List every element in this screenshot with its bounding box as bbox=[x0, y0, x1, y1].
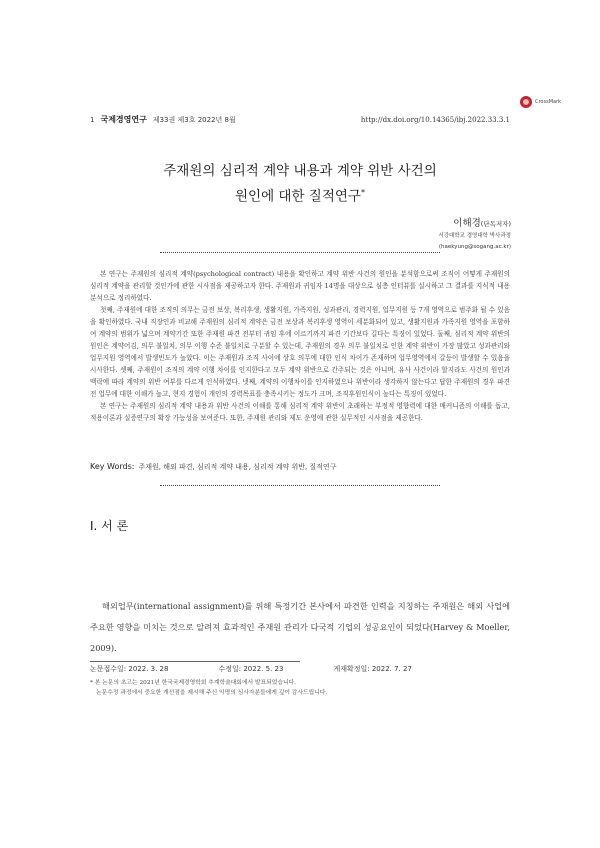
paper-title bbox=[90, 160, 510, 208]
author-block bbox=[438, 211, 511, 252]
crossmark-icon bbox=[520, 96, 532, 108]
abstract-paragraph-1: 본 연구는 주재원의 심리적 계약(psychological contract) 내용을 확인하고 계약 위반 사건의 원인을 분석함으로써 조직이 어떻게 주재원의 심리적 계약을 관리할 것인가에 관한 시사점을 제공하고자 한다. 주재원과 귀임자 14명을 대상으로 심층 인터뷰를 실시하고 그 결과를 지식적 내용분석으로 정리하였다. bbox=[90, 270, 510, 302]
title-line-1: 주재원의 심리적 계약 내용과 계약 위반 사건의 bbox=[163, 163, 437, 179]
author-email[interactable]: (haekyung@sogang.ac.kr) bbox=[438, 244, 511, 250]
abstract-bottom-divider bbox=[160, 485, 440, 486]
submission-dates bbox=[90, 664, 510, 674]
abstract-paragraph-2: 첫째, 주재원에 대한 조직의 의무는 금전 보상, 복리후생, 생활지원, 가족지원, 성과관리, 경력지원, 업무지원 등 7개 영역으로 범주화 될 수 있음을 확인하였다. 국내 직장인과 비교해 주재원의 심리적 계약은 금전 보상과 복리후생 영역이 세분화되어 있고, 생활지원과 가족지원 영역을 포함하여 계약의 범위가 넓으며 계약기간 또한 주재원 파견 전부터 귀임 후에 이르기까지 파견 기간보다 길다는 특징이 있었다. 둘째, 심리적 계약 위반의 원인은 계약어김, 의무 불일치, 의무 이행 수준 불일치로 구분할 수 있는데, 주재원의 경우 의무 불일치로 인한 계약 위반이 가장 많았고 성과관리와 업무지원 영역에서 발생빈도가 높았다. 이는 주재원과 조직 사이에 상호 의무에 대한 인식 차이가 존재하며 업무영역에서 갈등이 발생할 수 있음을 시사한다. 셋째, 주재원이 조직의 계약 이행 차이를 인지한다고 모두 계약 위반으로 간주되는 것은 아니며, 유사 사건이라 할지라도 사건의 원인과 맥락에 따라 계약의 위반 여부를 다르게 인식하였다. 넷째, 계약의 이행차이를 인지하였으나 위반이라 생각하지 않는다고 답한 주재원의 경우 파견 전 업무에 대한 이해가 높고, 현지 경험이 개인의 경력목표를 충족시키는 정도가 크며, 조직후원인식이 높다는 특징이 있었다. bbox=[90, 306, 511, 398]
abstract bbox=[90, 268, 510, 424]
doi-link[interactable]: http://dx.doi.org/10.14365/ibj.2022.33.3.1 bbox=[360, 115, 510, 124]
keywords-label: Key Words: bbox=[90, 462, 135, 471]
page-number: 1 bbox=[90, 115, 95, 124]
footnotes bbox=[90, 678, 510, 698]
intro-paragraph: 해외업무(international assignment)를 위해 특정기간 본사에서 파견한 인력을 지칭하는 주재원은 해외 사업에 주요한 영향을 미치는 것으로 알려져 효과적인 주재원 관리가 다국적 기업의 성공요인이 되었다(Harvey & Moeller, 2009). bbox=[90, 601, 510, 653]
accepted-date: 게재확정일: 2022. 7. 27 bbox=[333, 665, 412, 673]
journal-issue: 제33권 제3호 2022년 8월 bbox=[152, 115, 236, 124]
received-date: 논문접수일: 2022. 3. 28 bbox=[90, 665, 169, 673]
title-line-2-text: 원인에 대한 질적연구 bbox=[235, 188, 361, 205]
crossmark-badge[interactable] bbox=[520, 96, 561, 108]
author-name: 이해경 bbox=[453, 218, 481, 229]
crossmark-label: CrossMark bbox=[535, 99, 562, 105]
abstract-top-divider bbox=[160, 252, 440, 253]
title-footnote-mark: * bbox=[360, 188, 365, 197]
keywords-value: 주재원, 해외 파견, 심리적 계약 내용, 심리적 계약 위반, 질적연구 bbox=[138, 463, 337, 471]
abstract-paragraph-3: 본 연구는 주재원의 심리적 계약 내용과 위반 사건의 이해를 통해 심리적 계약 위반이 초래하는 부정적 영향력에 대한 매커니즘의 이해를 돕고, 적용이론과 실증연구의 확장 가능성을 보여준다. 또한, 주재원 관리와 제도 운영에 관한 실무적인 시사점을 제공한다. bbox=[90, 402, 510, 422]
footnote-rule bbox=[90, 661, 300, 662]
keywords bbox=[90, 462, 510, 472]
revised-date: 수정일: 2022. 5. 23 bbox=[218, 665, 284, 673]
footnote-2: 논문수정 과정에서 중요한 개선점을 제시해 주신 익명의 심사자분들에게 깊이 감사드립니다. bbox=[96, 690, 328, 696]
journal-name: 국제경영연구 bbox=[100, 115, 147, 124]
title-line-2 bbox=[90, 182, 510, 208]
author-role: (단독저자) bbox=[480, 220, 511, 228]
running-header bbox=[90, 114, 510, 125]
section-heading: Ⅰ. 서 론 bbox=[90, 519, 129, 533]
footnote-1: * 본 논문의 초고는 2021년 한국국제경영학회 추계학술대회에서 발표되었습니다. bbox=[90, 680, 296, 686]
author-affiliation: 서강대학교 경영대학 박사과정 bbox=[438, 233, 511, 239]
